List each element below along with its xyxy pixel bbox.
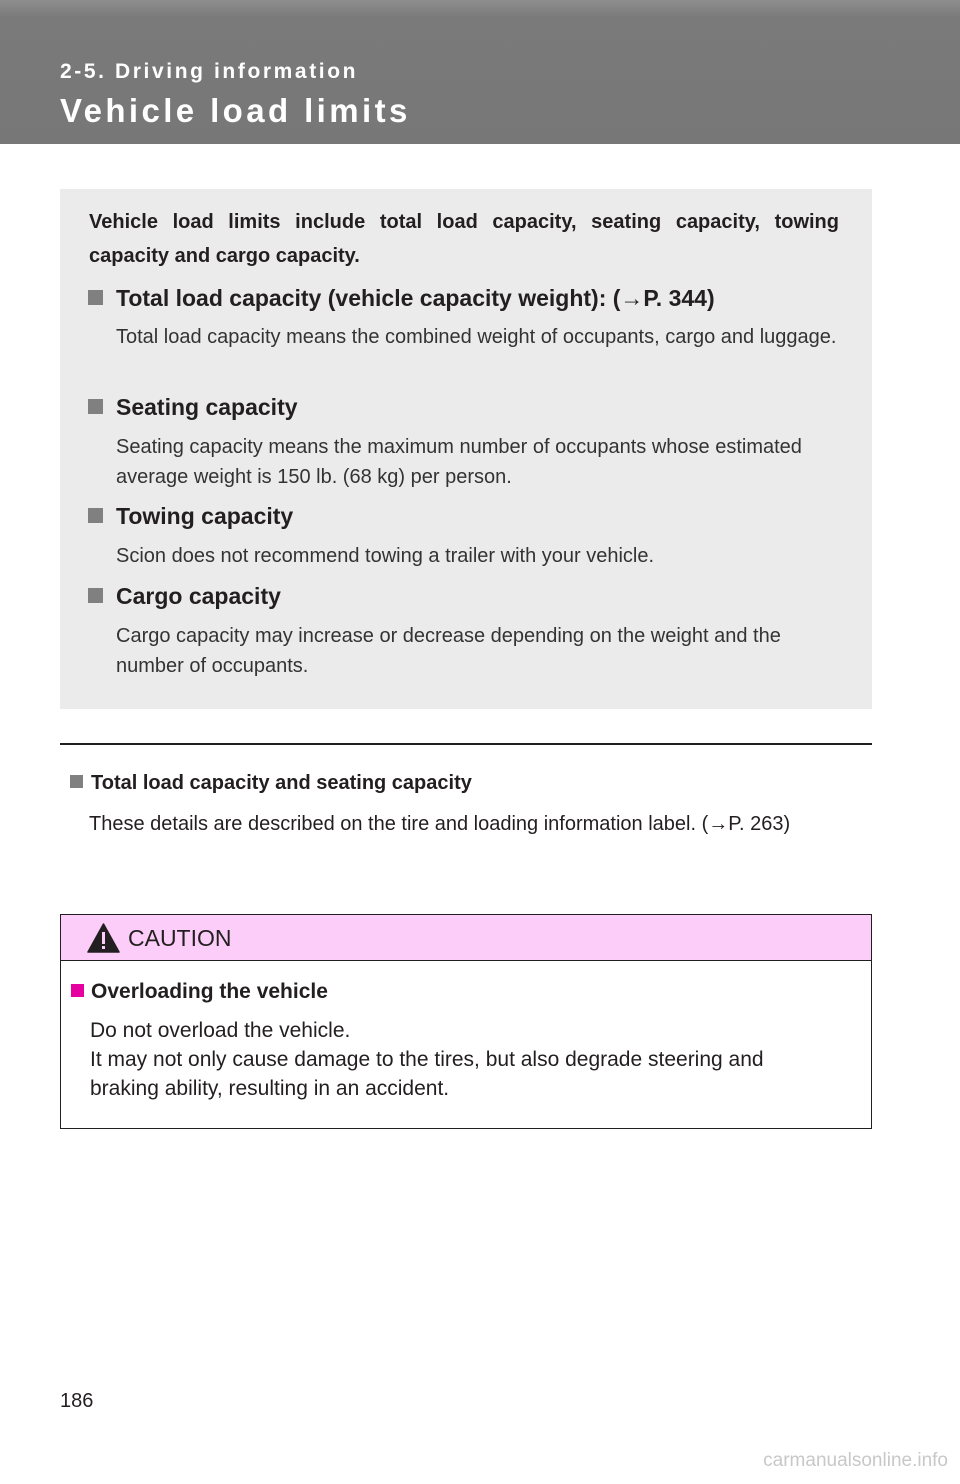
watermark: carmanualsonline.info: [763, 1450, 948, 1471]
page-header: [0, 0, 960, 144]
section-number: 2-5. Driving information: [60, 60, 359, 83]
section-heading-text: Cargo capacity: [116, 583, 281, 609]
section-heading-text: Total load capacity (vehicle capacity weight): (→P. 344): [116, 285, 715, 311]
square-bullet-icon: [88, 290, 103, 305]
section-heading-seating: [88, 394, 298, 421]
note-heading-text: Total load capacity and seating capacity: [91, 772, 472, 794]
warning-triangle-icon: [87, 923, 120, 953]
square-bullet-icon: [71, 984, 84, 997]
caution-subheading: [71, 980, 328, 1004]
page-number: 186: [60, 1390, 94, 1412]
section-heading-total-load: [88, 285, 715, 312]
page-title: Vehicle load limits: [60, 92, 411, 129]
caution-line: Do not overload the vehicle.: [90, 1019, 351, 1042]
square-bullet-icon: [70, 775, 83, 788]
section-heading-text: Towing capacity: [116, 503, 294, 529]
section-body-total-load: Total load capacity means the combined weight of occupants, cargo and luggage.: [116, 326, 837, 348]
caution-box: [60, 914, 872, 1129]
square-bullet-icon: [88, 399, 103, 414]
caution-body: [90, 1016, 870, 1103]
note-body: These details are described on the tire and loading information label. (→P. 263): [89, 813, 791, 835]
caution-line: braking ability, resulting in an accident.: [90, 1077, 450, 1100]
square-bullet-icon: [88, 588, 103, 603]
caution-line: It may not only cause damage to the tires, but also degrade steering and: [90, 1048, 764, 1071]
section-body-cargo: Cargo capacity may increase or decrease depending on the weight and the number of occupants.: [116, 625, 781, 677]
section-body-seating: Seating capacity means the maximum number of occupants whose estimated average weight is 150 lb. (68 kg) per person.: [116, 436, 802, 488]
summary-sections: [60, 189, 872, 709]
section-heading-text: Seating capacity: [116, 394, 298, 420]
caution-header: [61, 915, 871, 961]
divider-rule: [60, 743, 872, 745]
square-bullet-icon: [88, 508, 103, 523]
summary-intro: Vehicle load limits include total load capacity, seating capacity, towing capacity and cargo capacity.: [89, 211, 839, 267]
caution-subheading-text: Overloading the vehicle: [91, 980, 328, 1003]
section-heading-towing: [88, 503, 293, 530]
caution-title: CAUTION: [128, 925, 232, 951]
section-heading-cargo: [88, 583, 281, 610]
section-body-towing: Scion does not recommend towing a trailer with your vehicle.: [116, 545, 655, 567]
note-heading: [70, 772, 472, 795]
